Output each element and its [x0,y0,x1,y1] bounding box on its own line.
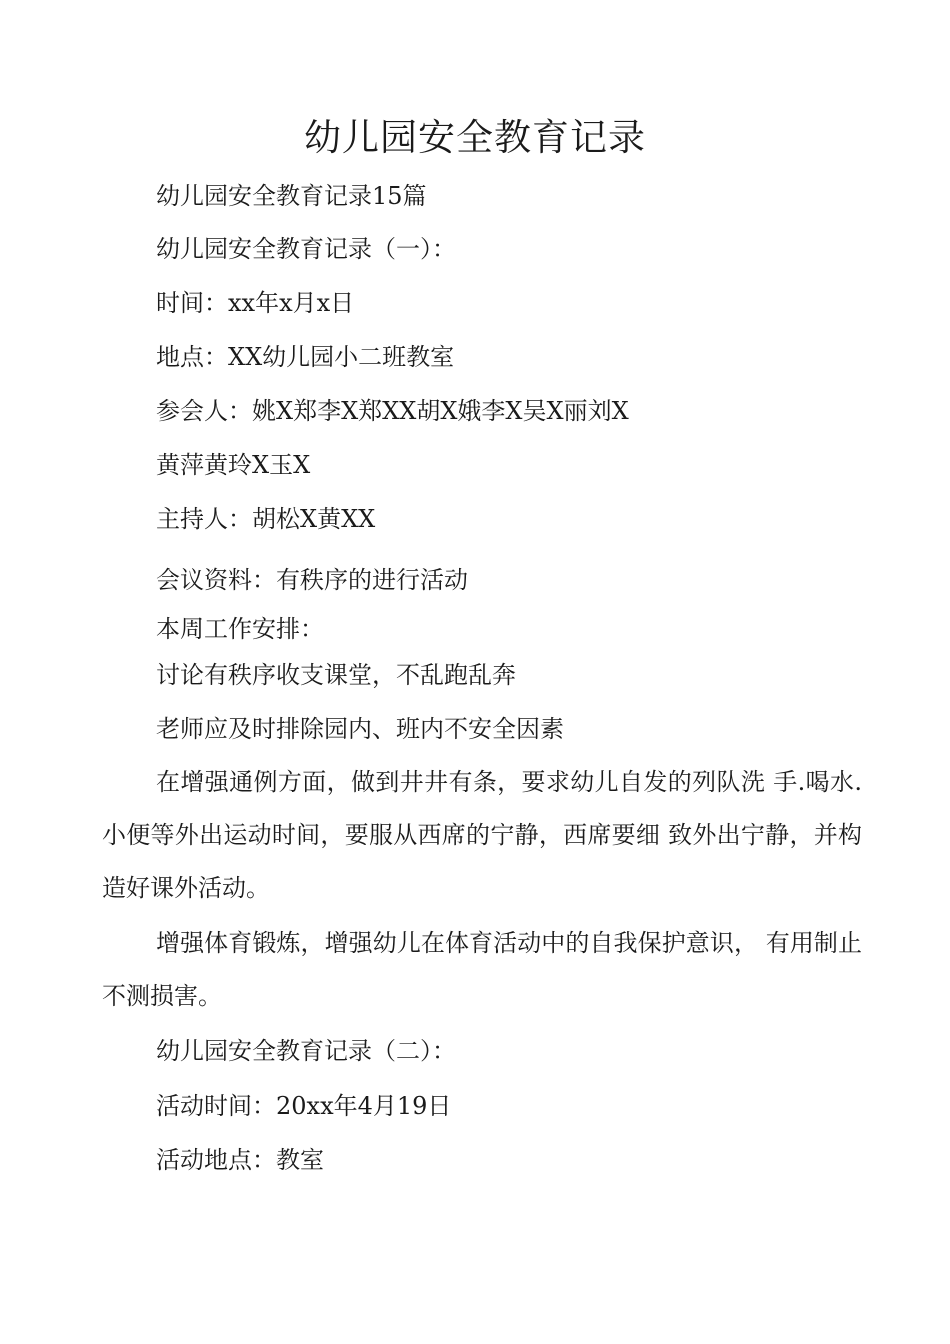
attendees-line: 参会人：姚X郑李X郑XX胡X娥李X吴X丽刘X [156,397,629,425]
activity-time-line: 活动时间：20xx年4月19日 [156,1092,452,1120]
host-line: 主持人：胡松X黄XX [156,505,376,533]
body-paragraph-1: 在增强通例方面，做到井井有条，要求幼儿自发的列队洗 手.喝水.小便等外出运动时间，要服从西席的宁静，西席要细 致外出宁静，并构造好课外活动。 [102,768,862,902]
weekly-plan-heading: 本周工作安排： [156,615,324,643]
time-line: 时间：xx年x月x日 [156,289,355,317]
attendees-continued-line: 黄萍黄玲X玉X [156,451,311,479]
subtitle-line: 幼儿园安全教育记录15篇 [156,182,427,210]
section-heading-2: 幼儿园安全教育记录（二）： [156,1037,456,1065]
body-paragraph-2: 增强体育锻炼，增强幼儿在体育活动中的自我保护意识， 有用制止不测损害。 [102,929,862,1010]
meeting-material-line: 会议资料：有秩序的进行活动 [156,566,468,594]
plan-item-1: 讨论有秩序收支课堂，不乱跑乱奔 [156,661,516,689]
section-heading-1: 幼儿园安全教育记录（一）： [156,235,456,263]
plan-item-2: 老师应及时排除园内、班内不安全因素 [156,715,564,743]
activity-location-line: 活动地点：教室 [156,1146,324,1174]
document-title: 幼儿园安全教育记录 [304,116,646,159]
location-line: 地点：XX幼儿园小二班教室 [156,343,455,371]
